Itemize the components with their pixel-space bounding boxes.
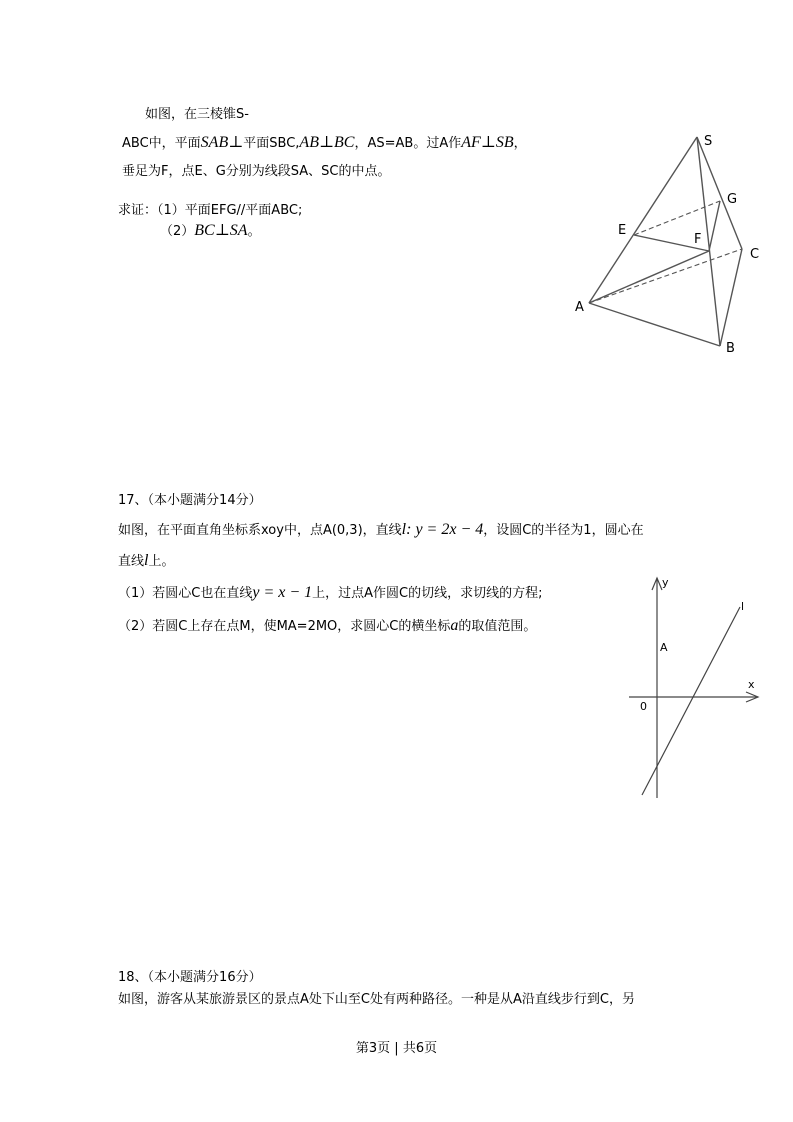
label-A: A xyxy=(660,641,668,654)
label-E: E xyxy=(618,223,627,238)
p16-l2-m3: BC xyxy=(334,134,355,151)
p17-l2-a: 直线 xyxy=(118,554,145,569)
p17-question1 xyxy=(118,585,543,601)
p16-l2-m2: AB xyxy=(299,134,319,151)
p18-line1: 如图，游客从某旅游景区的景点A处下山至C处有两种路径。一种是从A沿直线步行到C，另 xyxy=(118,992,635,1007)
page-footer: 第3页 | 共6页 xyxy=(355,1041,438,1056)
p16-question1: 求证：（1）平面EFG//平面ABC; xyxy=(118,203,303,218)
p17-line1 xyxy=(118,522,644,538)
label-G: G xyxy=(727,192,738,207)
p16-l2-m5: SB xyxy=(495,134,514,151)
p16-l2-m4: AF xyxy=(461,134,481,151)
p17-q2-a: （2）若圆C上存在点M，使MA=2MO，求圆心C的横坐标 xyxy=(118,619,451,634)
p17-q1-b: 上，过点A作圆C的切线，求切线的方程; xyxy=(312,586,543,601)
edge-BC xyxy=(720,249,742,346)
p17-q2-m: a xyxy=(450,617,459,634)
perp-symbol: ⊥ xyxy=(228,134,244,151)
p17-line2 xyxy=(118,553,174,569)
p17-q1-a: （1）若圆心C也在直线 xyxy=(118,586,253,601)
label-origin: 0 xyxy=(640,700,647,713)
segment-AF xyxy=(589,251,709,303)
p16-l2-m1: SAB xyxy=(200,134,229,151)
p17-l1-b: ，设圆C的半径为1，圆心在 xyxy=(483,523,644,538)
p16-q2-m1: BC xyxy=(194,222,215,239)
p16-line1: 如图，在三棱锥S- xyxy=(145,107,249,122)
p16-line3: 垂足为F，点E、G分别为线段SA、SC的中点。 xyxy=(122,164,391,179)
p16-l2-c: ，AS=AB。过A作 xyxy=(354,136,462,151)
label-A: A xyxy=(575,300,584,315)
p17-q2-b: 的取值范围。 xyxy=(458,619,537,634)
p16-l2-a: ABC中，平面 xyxy=(122,136,201,151)
p16-l2-b: 平面SBC, xyxy=(243,136,300,151)
p17-l2-b: 上。 xyxy=(148,554,175,569)
hidden-edge-AC xyxy=(589,249,742,303)
p17-question2 xyxy=(118,618,536,634)
p17-l1-m1: l xyxy=(401,521,407,538)
edge-SA xyxy=(589,137,697,303)
coordinate-figure xyxy=(620,572,770,802)
label-F: F xyxy=(694,232,702,247)
p18-title: 18、（本小题满分16分） xyxy=(118,970,262,985)
p17-q1-m: y = x − 1 xyxy=(252,584,313,601)
label-B: B xyxy=(726,341,735,356)
p17-l1-a: 如图，在平面直角坐标系xoy中，点A(0,3)，直线 xyxy=(118,523,402,538)
p17-title: 17、（本小题满分14分） xyxy=(118,493,262,508)
label-C: C xyxy=(750,247,760,262)
p16-line2 xyxy=(122,135,527,151)
label-S: S xyxy=(704,134,713,149)
p16-question2 xyxy=(160,223,261,239)
label-l: l xyxy=(741,600,745,613)
label-y: y xyxy=(662,576,669,589)
p16-q2-suffix: 。 xyxy=(247,224,261,239)
tetrahedron-figure xyxy=(570,125,770,360)
p16-l2-d: ， xyxy=(513,136,527,151)
segment-FG xyxy=(709,201,720,251)
perp-symbol: ⊥ xyxy=(214,222,230,239)
perp-symbol: ⊥ xyxy=(480,134,496,151)
p17-l2-m: l xyxy=(144,552,149,569)
edge-AB xyxy=(589,303,720,346)
label-x: x xyxy=(748,678,755,691)
p16-q2-prefix: （2） xyxy=(160,224,195,239)
perp-symbol: ⊥ xyxy=(318,134,335,151)
p16-q2-m2: SA xyxy=(229,222,248,239)
p17-l1-m2: : y = 2x − 4 xyxy=(406,521,484,538)
